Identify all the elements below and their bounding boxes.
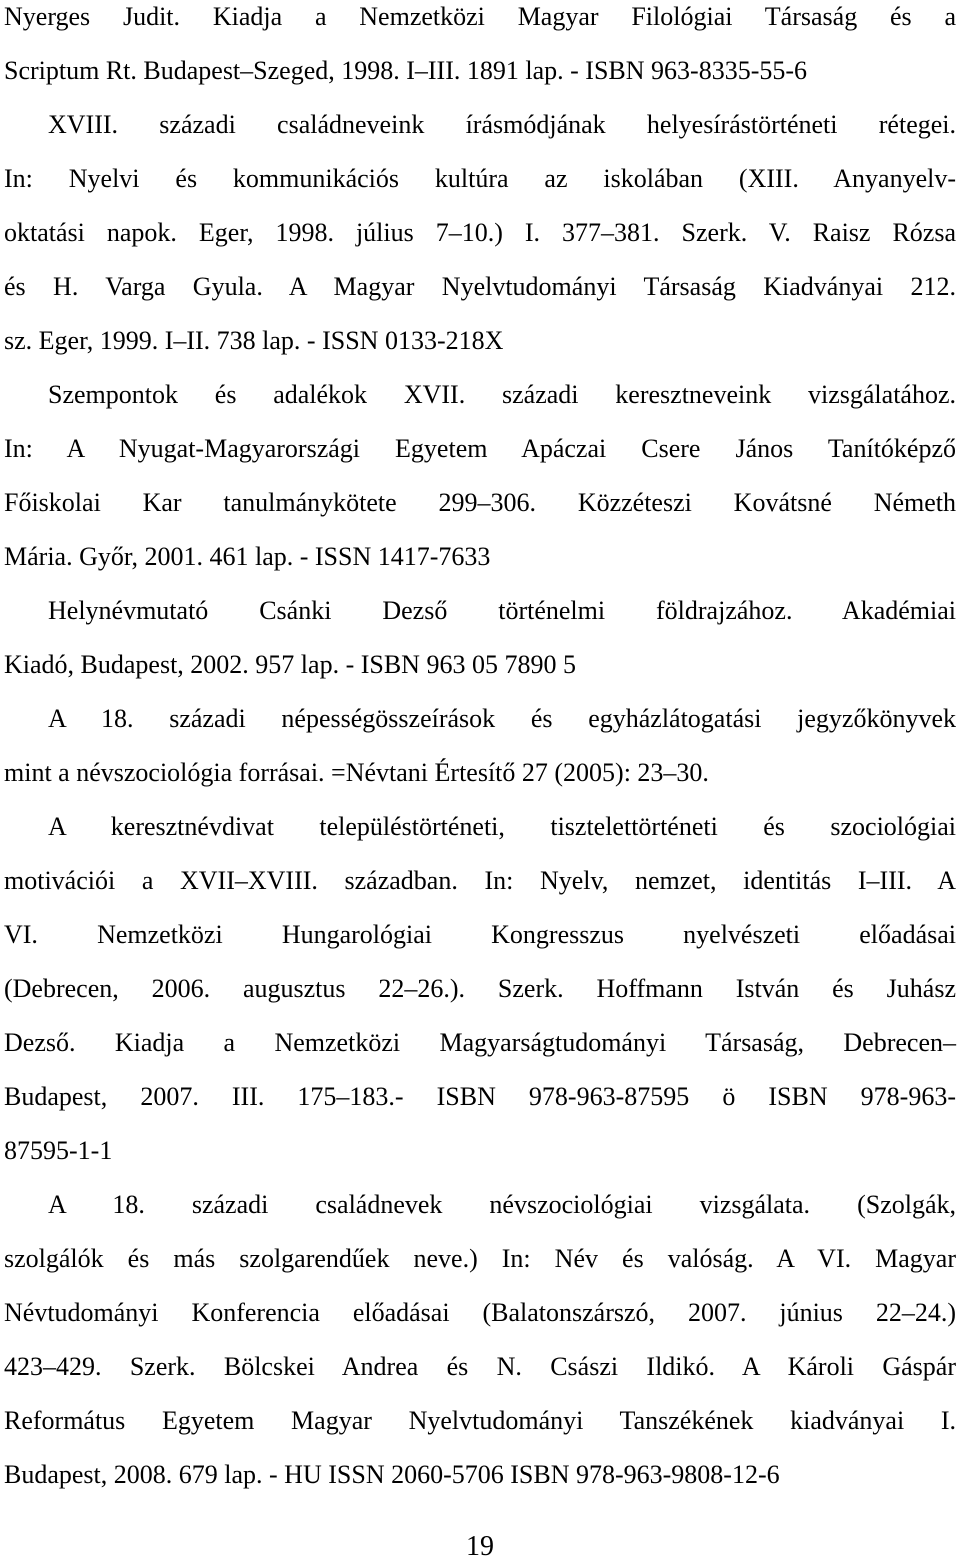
- text-line: Névtudományi Konferencia előadásai (Balatonszárszó, 2007. június 22–24.): [4, 1298, 956, 1327]
- text-line: Mária. Győr, 2001. 461 lap. - ISSN 1417-7633: [4, 542, 491, 571]
- text-line: szolgálók és más szolgarendűek neve.) In: Név és valóság. A VI. Magyar: [4, 1244, 956, 1273]
- text-line: In: A Nyugat-Magyarországi Egyetem Apáczai Csere János Tanítóképző: [4, 434, 956, 463]
- entry-first-line: XVIII. századi családneveink írásmódjának helyesírástörténeti rétegei.: [48, 110, 956, 139]
- text-line: és H. Varga Gyula. A Magyar Nyelvtudományi Társaság Kiadványai 212.: [4, 272, 956, 301]
- text-line: Református Egyetem Magyar Nyelvtudományi Tanszékének kiadványai I.: [4, 1406, 956, 1435]
- text-line: sz. Eger, 1999. I–II. 738 lap. - ISSN 0133-218X: [4, 326, 504, 355]
- text-line: Nyerges Judit. Kiadja a Nemzetközi Magyar Filológiai Társaság és a: [4, 2, 956, 31]
- text-line: 87595-1-1: [4, 1136, 113, 1165]
- text-line: Kiadó, Budapest, 2002. 957 lap. - ISBN 963 05 7890 5: [4, 650, 576, 679]
- text-line: motivációi a XVII–XVIII. században. In: Nyelv, nemzet, identitás I–III. A: [4, 866, 956, 895]
- entry-first-line: Helynévmutató Csánki Dezső történelmi földrajzához. Akadémiai: [48, 596, 956, 625]
- text-line: 423–429. Szerk. Bölcskei Andrea és N. Császi Ildikó. A Károli Gáspár: [4, 1352, 956, 1381]
- text-line: Budapest, 2008. 679 lap. - HU ISSN 2060-5706 ISBN 978-963-9808-12-6: [4, 1460, 780, 1489]
- text-line: oktatási napok. Eger, 1998. július 7–10.) I. 377–381. Szerk. V. Raisz Rózsa: [4, 218, 956, 247]
- text-line: (Debrecen, 2006. augusztus 22–26.). Szerk. Hoffmann István és Juhász: [4, 974, 956, 1003]
- text-line: Budapest, 2007. III. 175–183.- ISBN 978-963-87595 ö ISBN 978-963-: [4, 1082, 956, 1111]
- text-line: Scriptum Rt. Budapest–Szeged, 1998. I–III. 1891 lap. - ISBN 963-8335-55-6: [4, 56, 808, 85]
- text-line: Főiskolai Kar tanulmánykötete 299–306. Közzéteszi Kovátsné Németh: [4, 488, 956, 517]
- text-line: In: Nyelvi és kommunikációs kultúra az iskolában (XIII. Anyanyelv-: [4, 164, 956, 193]
- entry-first-line: Szempontok és adalékok XVII. századi keresztneveink vizsgálatához.: [48, 380, 956, 409]
- entry-first-line: A 18. századi népességösszeírások és egyházlátogatási jegyzőkönyvek: [48, 704, 956, 733]
- text-line: Dezső. Kiadja a Nemzetközi Magyarságtudományi Társaság, Debrecen–: [4, 1028, 956, 1057]
- page-number: 19: [466, 1531, 494, 1562]
- text-line: mint a névszociológia forrásai. =Névtani Értesítő 27 (2005): 23–30.: [4, 758, 709, 787]
- text-line: VI. Nemzetközi Hungarológiai Kongresszus nyelvészeti előadásai: [4, 920, 956, 949]
- entry-first-line: A keresztnévdivat településtörténeti, tisztelettörténeti és szociológiai: [48, 812, 956, 841]
- entry-first-line: A 18. századi családnevek névszociológiai vizsgálata. (Szolgák,: [48, 1190, 956, 1219]
